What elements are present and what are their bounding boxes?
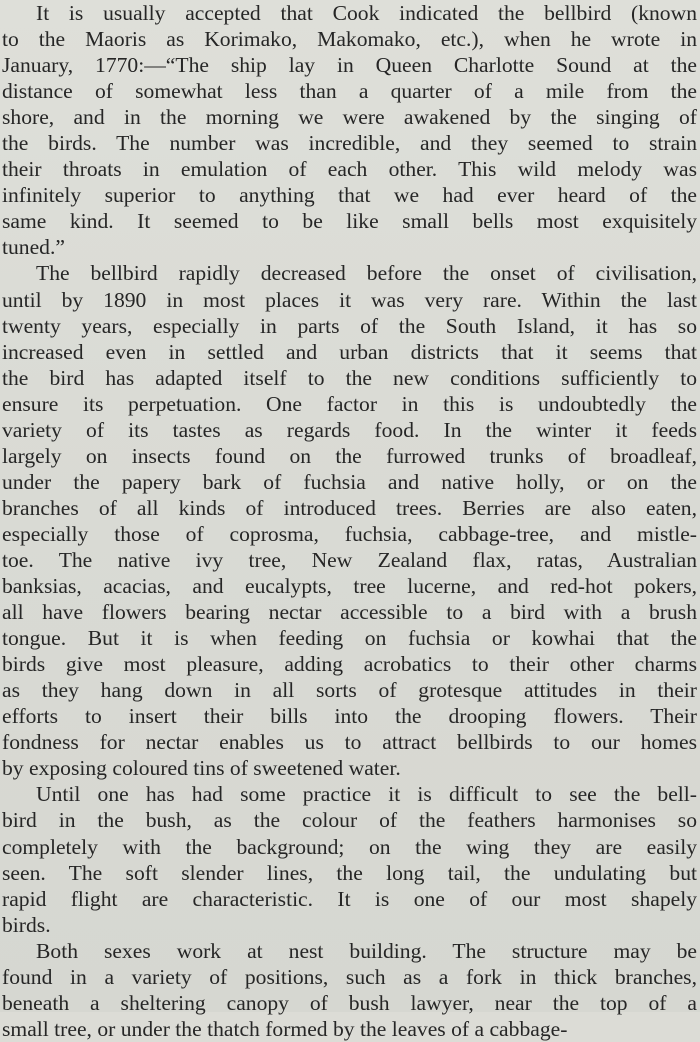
text-line: as they hang down in all sorts of grotesque attitudes in their: [2, 678, 697, 703]
text-line: ensure its perpetuation. One factor in this is undoubtedly the: [2, 391, 697, 416]
text-line: banksias, acacias, and eucalypts, tree lucerne, and red-hot pokers,: [2, 574, 697, 599]
text-line: by exposing coloured tins of sweetened water.: [2, 756, 401, 781]
text-line: branches of all kinds of introduced trees. Berries are also eaten,: [2, 495, 697, 520]
text-line: bird in the bush, as the colour of the feathers harmonises so: [2, 808, 697, 833]
text-line: tongue. But it is when feeding on fuchsia or kowhai that the: [2, 626, 697, 651]
paragraph: [2, 938, 697, 1042]
text-line: toe. The native ivy tree, New Zealand flax, ratas, Australian: [2, 547, 697, 572]
text-line: fondness for nectar enables us to attract bellbirds to our homes: [2, 730, 697, 755]
text-line: seen. The soft slender lines, the long tail, the undulating but: [2, 860, 697, 885]
text-line: their throats in emulation of each other. This wild melody was: [2, 157, 697, 182]
text-line: the birds. The number was incredible, and they seemed to strain: [2, 131, 697, 156]
text-line: variety of its tastes as regards food. In the winter it feeds: [2, 417, 697, 442]
text-line: largely on insects found on the furrowed trunks of broadleaf,: [2, 443, 697, 468]
text-line: efforts to insert their bills into the drooping flowers. Their: [2, 704, 697, 729]
paragraph: [2, 260, 697, 781]
text-line: tuned.”: [2, 235, 65, 260]
text-line: same kind. It seemed to be like small bells most exquisitely: [2, 209, 697, 234]
text-line: found in a variety of positions, such as a fork in thick branches,: [2, 964, 697, 989]
text-line: under the papery bark of fuchsia and native holly, or on the: [2, 469, 697, 494]
text-line: January, 1770:—“The ship lay in Queen Charlotte Sound at the: [2, 53, 697, 78]
text-line: infinitely superior to anything that we had ever heard of the: [2, 183, 697, 208]
body-text: [2, 0, 697, 1042]
text-line: shore, and in the morning we were awakened by the singing of: [2, 105, 697, 130]
paragraph: [2, 781, 697, 937]
text-line: The bellbird rapidly decreased before the onset of civilisation,: [36, 261, 697, 286]
text-line: small tree, or under the thatch formed by the leaves of a cabbage-: [2, 1016, 568, 1041]
paragraph: [2, 0, 697, 260]
text-line: birds.: [2, 912, 51, 937]
text-line: to the Maoris as Korimako, Makomako, etc.), when he wrote in: [2, 27, 697, 52]
text-line: Until one has had some practice it is difficult to see the bell-: [36, 782, 697, 807]
text-line: increased even in settled and urban districts that it seems that: [2, 339, 697, 364]
text-line: rapid flight are characteristic. It is one of our most shapely: [2, 886, 697, 911]
text-line: especially those of coprosma, fuchsia, cabbage-tree, and mistle-: [2, 521, 697, 546]
text-line: twenty years, especially in parts of the South Island, it has so: [2, 313, 697, 338]
text-line: the bird has adapted itself to the new conditions sufficiently to: [2, 365, 697, 390]
text-line: all have flowers bearing nectar accessible to a bird with a brush: [2, 600, 697, 625]
text-line: It is usually accepted that Cook indicated the bellbird (known: [36, 1, 697, 25]
text-line: beneath a sheltering canopy of bush lawyer, near the top of a: [2, 990, 697, 1015]
text-line: distance of somewhat less than a quarter of a mile from the: [2, 79, 697, 104]
text-line: Both sexes work at nest building. The structure may be: [36, 938, 697, 963]
text-line: birds give most pleasure, adding acrobatics to their other charms: [2, 652, 697, 677]
text-line: completely with the background; on the wing they are easily: [2, 834, 697, 859]
text-line: until by 1890 in most places it was very rare. Within the last: [2, 287, 697, 312]
